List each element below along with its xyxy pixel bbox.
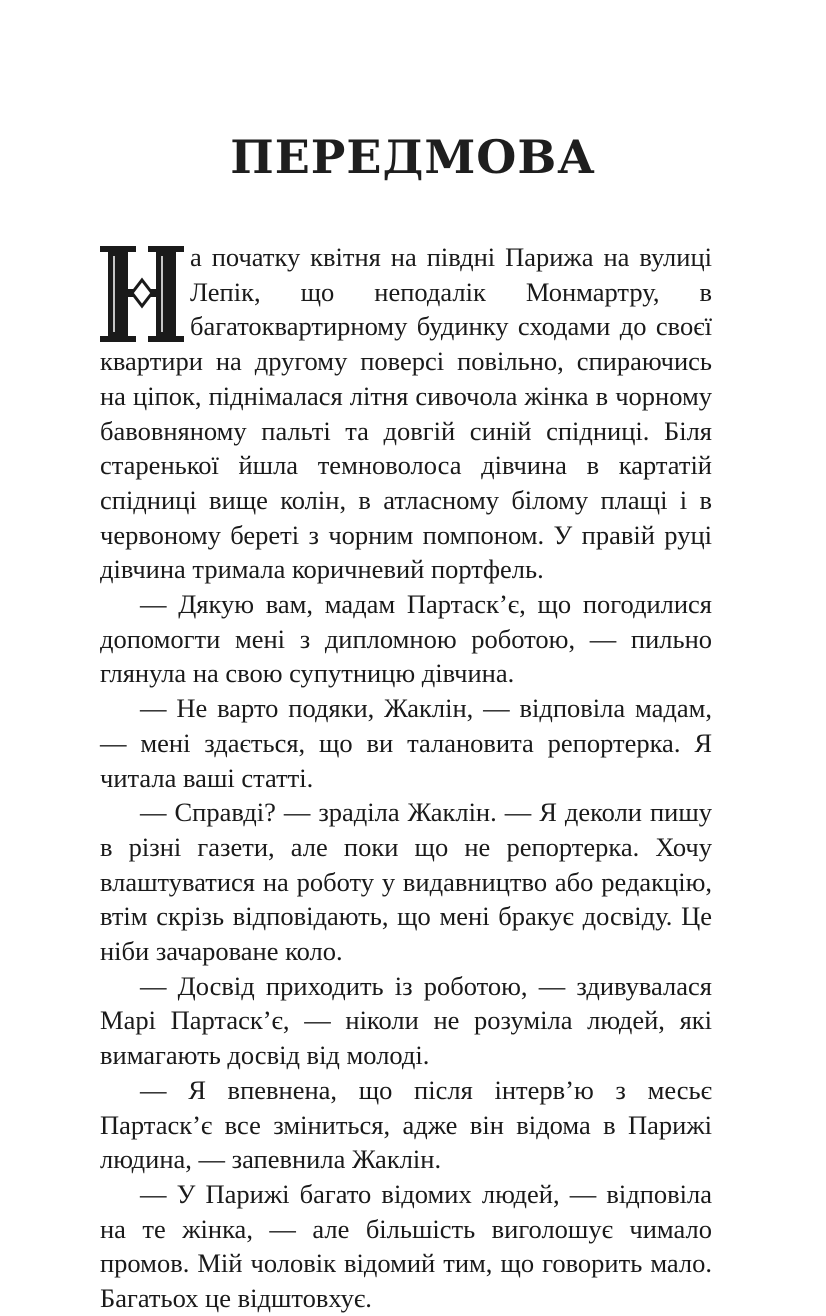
dialogue-paragraph: — Досвід приходить із роботою, — здивувалася Марі Партаск’є, — ніколи не розуміла людей, які вимагають досвід від молоді. [100, 970, 712, 1071]
drop-cap-ornament [100, 244, 184, 344]
body-text [100, 240, 712, 1316]
dialogue-paragraph: — Дякую вам, мадам Партаск’є, що погодилися допомогти мені з дипломною роботою, — пильно глянула на свою супутницю дівчина. [100, 589, 712, 689]
dialogue-paragraph: — Я впевнена, що після інтерв’ю з месьє Партаск’є все зміниться, адже він відома в Парижі людина, — запевнила Жаклін. [100, 1074, 712, 1175]
dialogue-paragraph: — Не варто подяки, Жаклін, — відповіла мадам, — мені здається, що ви талановита репортерка. Я читала ваші статті. [100, 693, 712, 793]
dialogue-paragraph: — Справді? — зраділа Жаклін. — Я деколи пишу в різні газети, але поки що не репортерка. Хочу влаштуватися на роботу у видавництво або редакцію, втім скрізь відповідають, що мені бракує досвіду. Це ніби зачароване коло. [100, 797, 712, 967]
dialogue-paragraph: — У Парижі багато відомих людей, — відповіла на те жінка, — але більшість виголошує чимало промов. Мій чоловік відомий тим, що говорить мало. Багатьох це відштовхує. [100, 1178, 712, 1314]
drop-cap-letter-graphic [100, 244, 184, 344]
paragraph-opening [100, 240, 712, 587]
opening-text: а початку квітня на півдні Парижа на вулиці Лепік, що неподалік Монмартру, в багатоквартирному будинку сходами до своєї квартири на другому поверсі повільно, спираючись на ціпок, піднімалася літня сивочола жінка в чорному бавовняному пальті та довгій синій спідниці. Біля старенької йшла темноволоса дівчина в картатій спідниці вище колін, в атласному білому плащі і в червоному береті з чорним помпоном. У правій руці дівчина тримала коричневий портфель. [100, 242, 712, 585]
page-title: ПЕРЕДМОВА [230, 130, 596, 184]
